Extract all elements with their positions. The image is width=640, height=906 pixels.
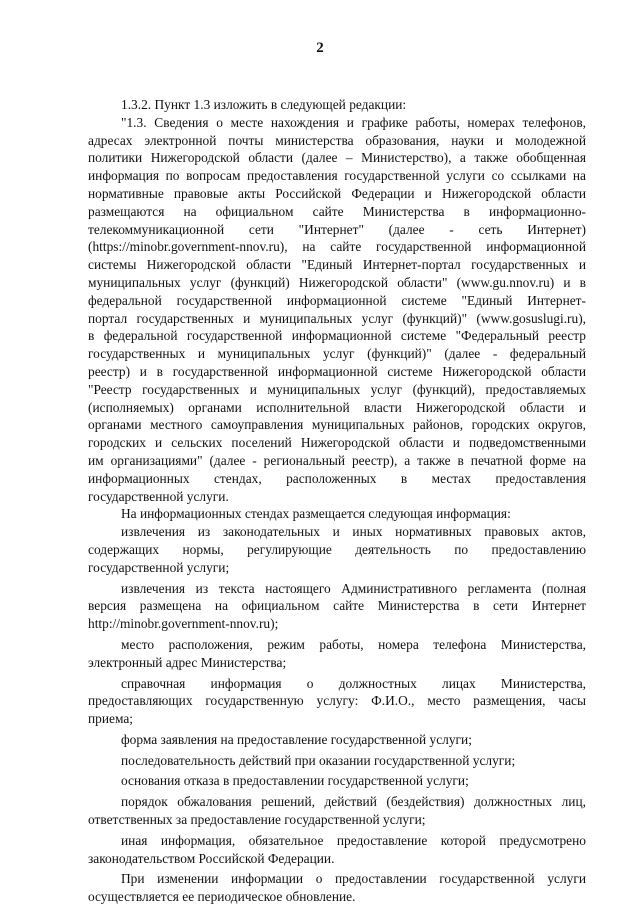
text-line: реестр) и в государственной информационной системе Нижегородской области xyxy=(88,363,586,379)
text-line: (исполняемых) органами исполнительной власти Нижегородской области и xyxy=(88,399,586,415)
text-line: "Реестр государственных и муниципальных услуг (функций), предоставляемых xyxy=(88,381,586,397)
text-line: осуществляется ее периодическое обновление. xyxy=(88,889,356,905)
text-line: На информационных стендах размещается следующая информация: xyxy=(121,506,511,522)
text-line: адресах электронной почты министерства образования, науки и молодежной xyxy=(88,132,586,148)
text-line: федеральной государственной информационной системе "Единый Интернет- xyxy=(88,292,586,308)
text-line: информационных стендах, расположенных в местах предоставления xyxy=(88,470,586,486)
text-line: "1.3. Сведения о месте нахождения и графике работы, номерах телефонов, xyxy=(121,114,586,130)
text-line: электронный адрес Министерства; xyxy=(88,654,287,670)
text-line: политики Нижегородской области (далее – Министерство), а также обобщенная xyxy=(88,150,586,166)
text-line: содержащих нормы, регулирующие деятельность по предоставлению xyxy=(88,541,586,557)
text-line: нормативные правовые акты Российской Федерации и Нижегородской области xyxy=(88,185,586,201)
text-line: государственной услуги; xyxy=(88,559,230,575)
text-line: последовательность действий при оказании государственной услуги; xyxy=(121,752,516,768)
page-number: 2 xyxy=(316,40,324,56)
text-line: (https://minobr.government-nnov.ru), на сайте государственной информационной xyxy=(88,239,586,255)
text-line: извлечения из текста настоящего Административного регламента (полная xyxy=(121,580,586,596)
text-line: извлечения из законодательных и иных нормативных правовых актов, xyxy=(121,524,586,540)
text-line: государственной услуги. xyxy=(88,488,229,504)
text-line: форма заявления на предоставление государственной услуги; xyxy=(121,731,472,747)
text-line: законодательством Российской Федерации. xyxy=(88,850,335,866)
text-line: портал государственных и муниципальных услуг (функций)" (www.gosuslugi.ru), xyxy=(88,310,586,326)
text-line: 1.3.2. Пункт 1.3 изложить в следующей редакции: xyxy=(121,97,407,112)
text-line: предоставляющих государственную услугу: Ф.И.О., место размещения, часы xyxy=(88,693,586,709)
text-line: порядок обжалования решений, действий (бездействия) должностных лиц, xyxy=(121,794,586,810)
text-line: ответственных за предоставление государственной услуги; xyxy=(88,812,426,828)
text-line: приема; xyxy=(88,711,134,727)
text-line: При изменении информации о предоставлении государственной услуги xyxy=(121,871,586,887)
text-line: основания отказа в предоставлении государственной услуги; xyxy=(121,773,469,789)
text-line: место расположения, режим работы, номера телефона Министерства, xyxy=(121,636,586,652)
text-line: в федеральной государственной информационной системе "Федеральный реестр xyxy=(88,328,586,344)
text-line: им организациями" (далее - региональный реестр), а также в печатной форме на xyxy=(88,452,586,468)
text-line: справочная информация о должностных лицах Министерства, xyxy=(121,675,586,691)
text-line: телекоммуникационной сети "Интернет" (далее - сеть Интернет) xyxy=(88,221,586,237)
text-line: системы Нижегородской области "Единый Интернет-портал государственных и xyxy=(88,257,586,273)
text-line: государственных и муниципальных услуг (функций)" (далее - федеральный xyxy=(88,346,586,362)
text-line: городских и сельских поселений Нижегородской области и подведомственными xyxy=(88,435,586,451)
text-line: органами местного самоуправления муниципальных районов, городских округов, xyxy=(88,417,586,433)
text-line: информация по вопросам предоставления государственной услуги со ссылками на xyxy=(88,168,586,184)
text-line: версия размещена на официальном сайте Министерства в сети Интернет xyxy=(88,598,586,614)
text-line: иная информация, обязательное предоставление которой предусмотрено xyxy=(121,832,586,848)
document-body xyxy=(88,96,586,906)
text-line: размещаются на официальном сайте Министерства в информационно- xyxy=(88,203,586,219)
text-line: http://minobr.government-nnov.ru); xyxy=(88,616,279,632)
text-line: муниципальных услуг (функций) Нижегородской области" (www.gu.nnov.ru) и в xyxy=(88,274,586,290)
